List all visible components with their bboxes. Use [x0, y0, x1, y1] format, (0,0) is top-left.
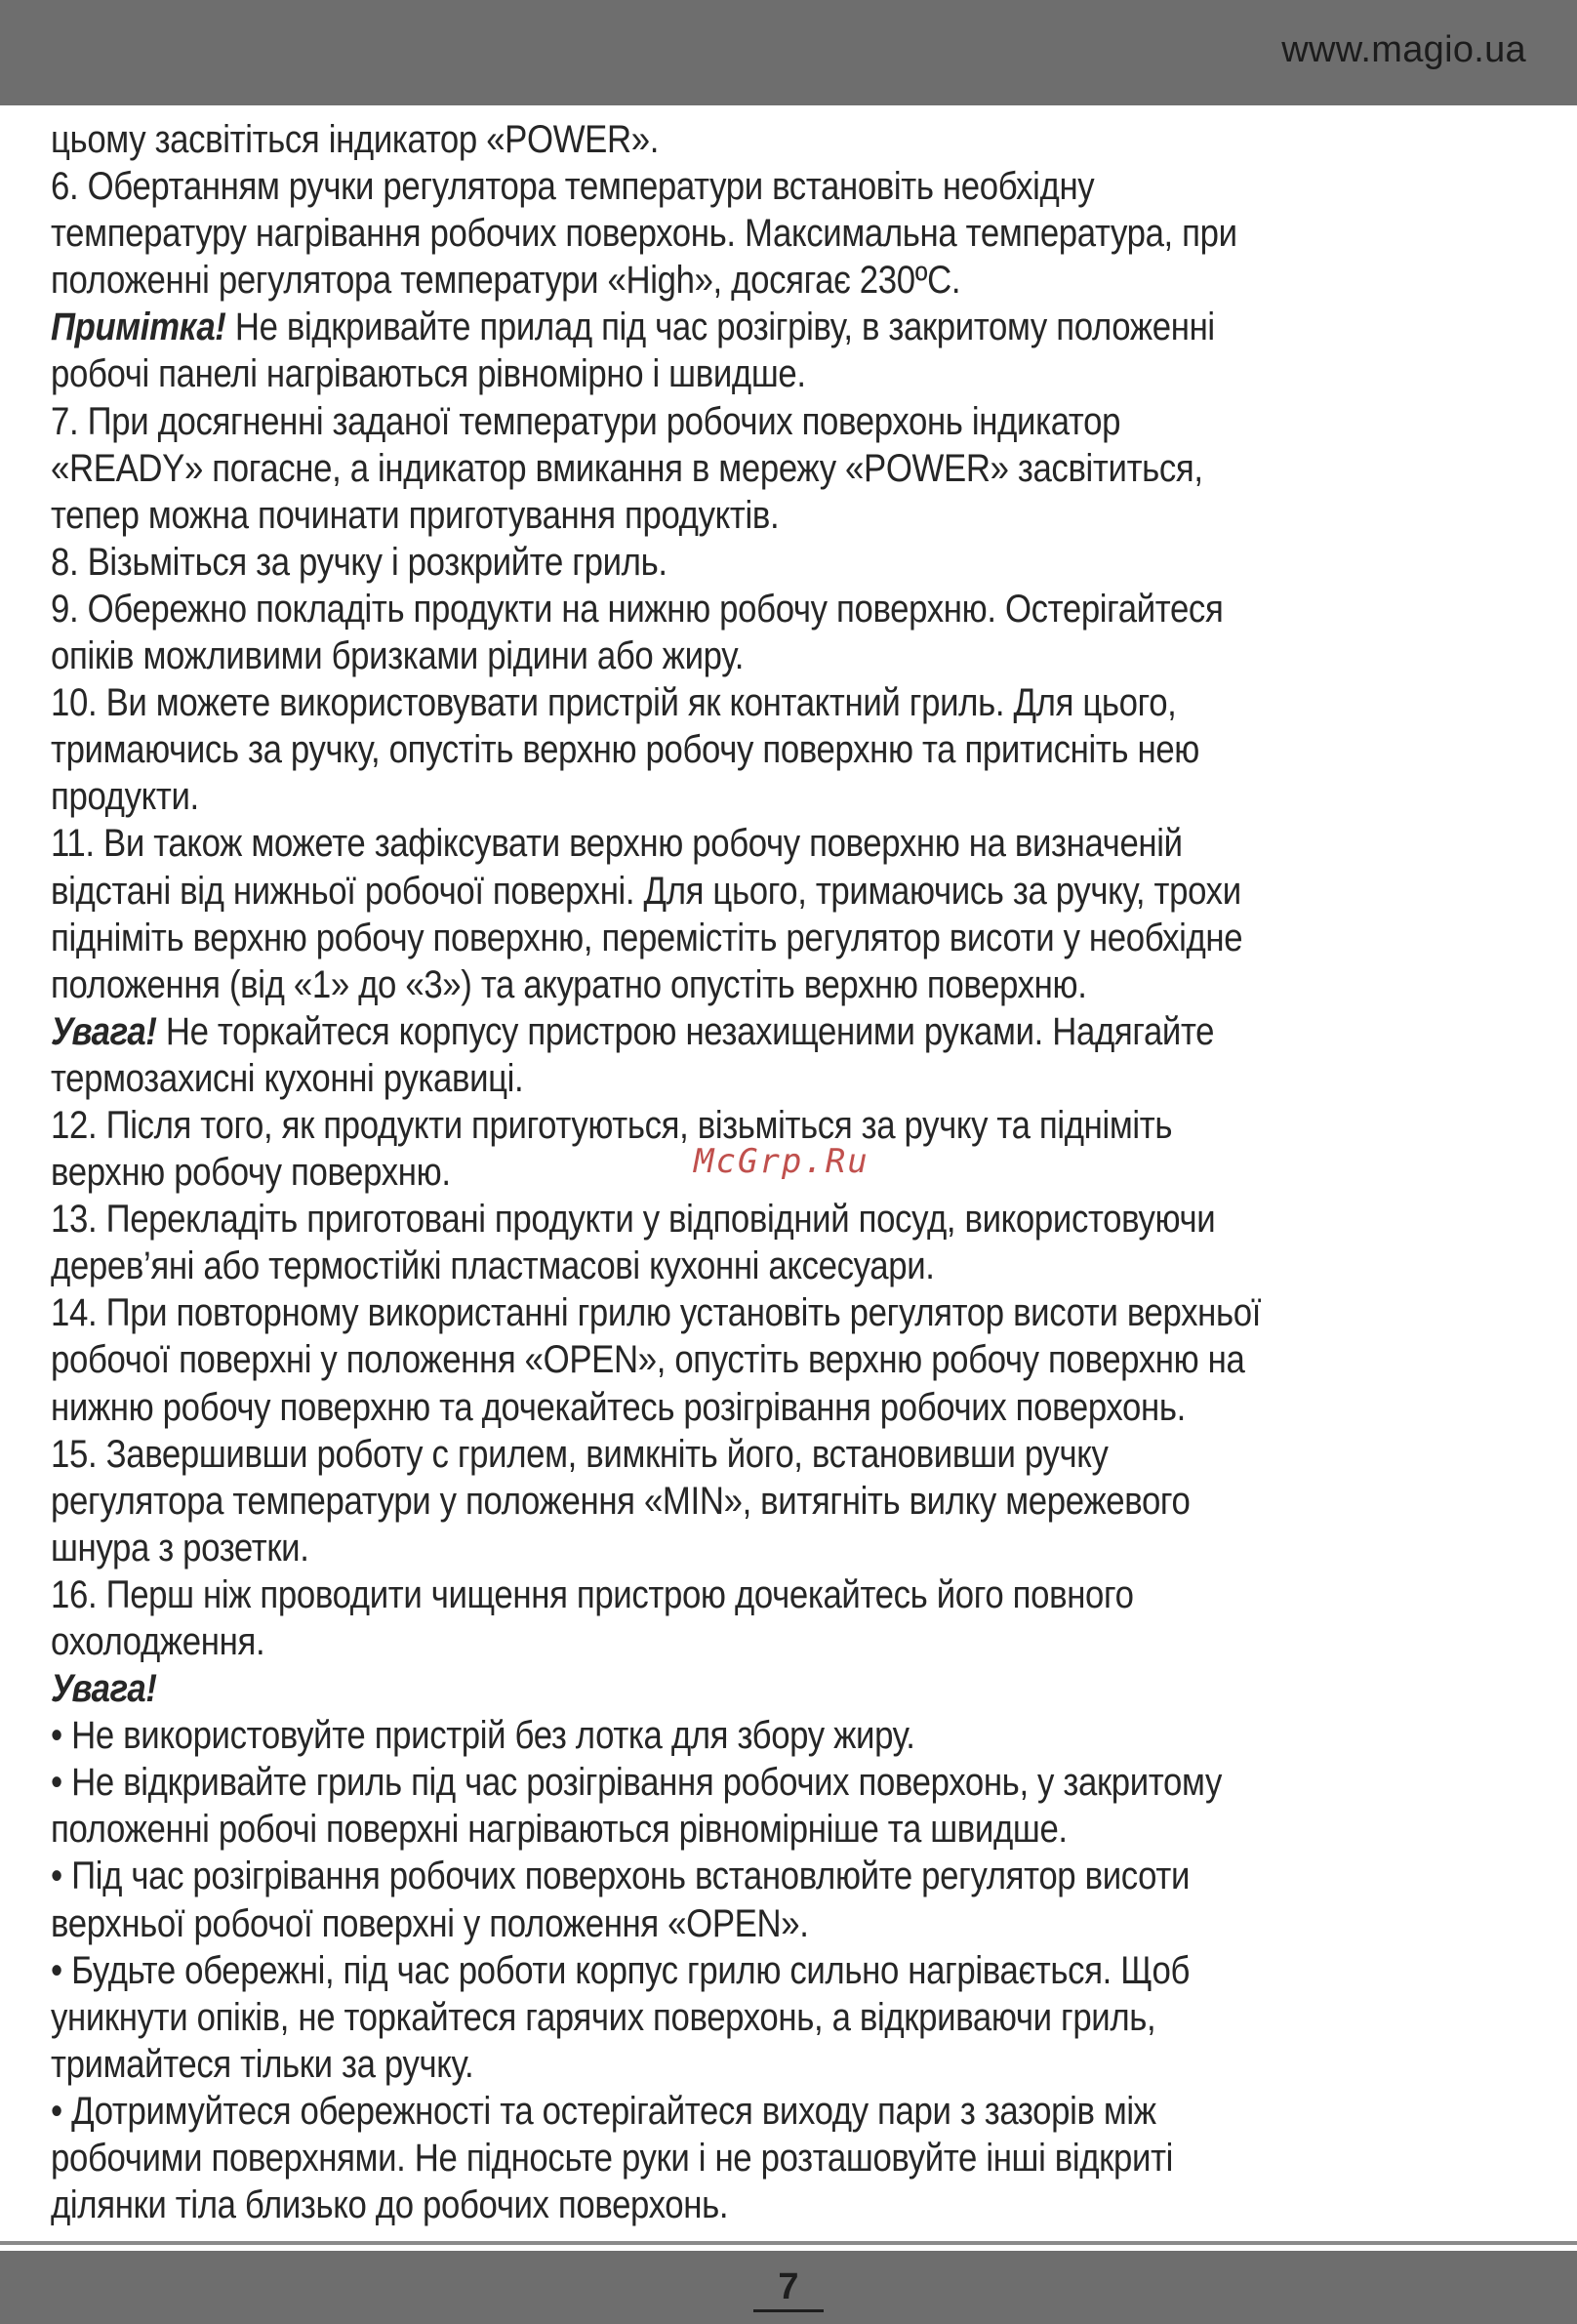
text-line: цьому засвітіться індикатор «POWER». [51, 118, 660, 161]
warning-text: Не торкайтеся корпусу пристрою незахищеними руками. Надягайте [156, 1009, 1215, 1053]
warning-line [51, 1008, 1352, 1055]
warning-label: Увага! [51, 1667, 157, 1711]
text-line: уникнути опіків, не торкайтеся гарячих поверхонь, а відкриваючи гриль, [51, 1995, 1156, 2039]
text-line: нижню робочу поверхню та дочекайтесь розігрівання робочих поверхонь. [51, 1385, 1186, 1429]
text-line: опіків можливими бризками рідини або жиру. [51, 634, 745, 678]
text-line: 11. Ви також можете зафіксувати верхню робочу поверхню на визначеній [51, 822, 1183, 866]
text-line: «READY» погасне, а індикатор вмикання в мережу «POWER» засвітиться, [51, 446, 1203, 490]
text-line: 12. Після того, як продукти приготуються, візьміться за ручку та підніміть [51, 1103, 1173, 1147]
text-line: 6. Обертанням ручки регулятора температури встановіть необхідну [51, 165, 1095, 209]
text-line: відстані від нижньої робочої поверхні. Для цього, тримаючись за ручку, трохи [51, 869, 1241, 913]
footer-divider [0, 2241, 1577, 2245]
warning-heading [51, 1665, 1352, 1712]
text-line: тепер можна починати приготування продуктів. [51, 493, 780, 537]
page-number-underline [753, 2309, 824, 2312]
text-line: 14. При повторному використанні грилю установіть регулятор висоти верхньої [51, 1291, 1262, 1335]
text-line: робочими поверхнями. Не підносьте руки і не розташовуйте інші відкриті [51, 2137, 1174, 2181]
note-line [51, 304, 1352, 350]
bullet-line: • Не відкривайте гриль під час розігрівання робочих поверхонь, у закритому [51, 1761, 1222, 1805]
text-line: підніміть верхню робочу поверхню, перемістіть регулятор висоти у необхідне [51, 916, 1243, 959]
site-url: www.magio.ua [1281, 29, 1526, 70]
text-line: положення (від «1» до «3») та акуратно опустіть верхню поверхню. [51, 962, 1087, 1006]
bullet-line: • Під час розігрівання робочих поверхонь встановлюйте регулятор висоти [51, 1855, 1191, 1898]
text-line: робочої поверхні у положення «OPEN», опустіть верхню робочу поверхню на [51, 1338, 1245, 1382]
bullet-line: • Будьте обережні, під час роботи корпус грилю сильно нагрівається. Щоб [51, 1948, 1191, 1992]
bullet-line: • Дотримуйтеся обережності та остерігайтеся виходу пари з зазорів між [51, 2089, 1156, 2133]
text-line: 15. Завершивши роботу с грилем, вимкніть його, встановивши ручку [51, 1432, 1109, 1476]
text-line: 13. Перекладіть приготовані продукти у відповідний посуд, використовуючи [51, 1198, 1216, 1242]
text-line: тримайтеся тільки за ручку. [51, 2042, 474, 2086]
text-line: верхньої робочої поверхні у положення «OPEN». [51, 1901, 809, 1945]
text-line: регулятора температури у положення «MIN», витягніть вилку мережевого [51, 1479, 1191, 1523]
text-line: 7. При досягненні заданої температури робочих поверхонь індикатор [51, 399, 1121, 443]
text-line: 16. Перш ніж проводити чищення пристрою дочекайтесь його повного [51, 1572, 1134, 1616]
note-label: Примітка! [51, 306, 226, 349]
page-number: 7 [778, 2266, 799, 2307]
text-line: робочі панелі нагріваються рівномірно і швидше. [51, 352, 806, 396]
text-line: положенні регулятора температури «High», досягає 230ºС. [51, 259, 961, 303]
text-line: 10. Ви можете використовувати пристрій як контактний гриль. Для цього, [51, 681, 1177, 725]
text-line: 8. Візьміться за ручку і розкрийте гриль. [51, 540, 667, 584]
text-line: дерев’яні або термостійкі пластмасові кухонні аксесуари. [51, 1244, 935, 1288]
bullet-line: • Не використовуйте пристрій без лотка для збору жиру. [51, 1714, 915, 1758]
text-line: шнура з розетки. [51, 1526, 309, 1570]
warning-label: Увага! [51, 1009, 157, 1053]
page-header-bar [0, 0, 1577, 105]
note-text: Не відкривайте прилад під час розігріву, в закритому положенні [225, 306, 1215, 349]
text-line: 9. Обережно покладіть продукти на нижню робочу поверхню. Остерігайтеся [51, 587, 1224, 631]
text-line: ділянки тіла близько до робочих поверхонь. [51, 2183, 729, 2227]
text-line: продукти. [51, 775, 199, 819]
text-line: температуру нагрівання робочих поверхонь. Максимальна температура, при [51, 212, 1237, 256]
text-line: охолодження. [51, 1620, 265, 1663]
text-line: тримаючись за ручку, опустіть верхню робочу поверхню та притисніть нею [51, 728, 1200, 772]
text-line: верхню робочу поверхню. [51, 1151, 451, 1195]
watermark: McGrp.Ru [694, 1142, 869, 1181]
text-line: термозахисні кухонні рукавиці. [51, 1056, 524, 1100]
text-line: положенні робочі поверхні нагріваються рівномірніше та швидше. [51, 1808, 1068, 1852]
